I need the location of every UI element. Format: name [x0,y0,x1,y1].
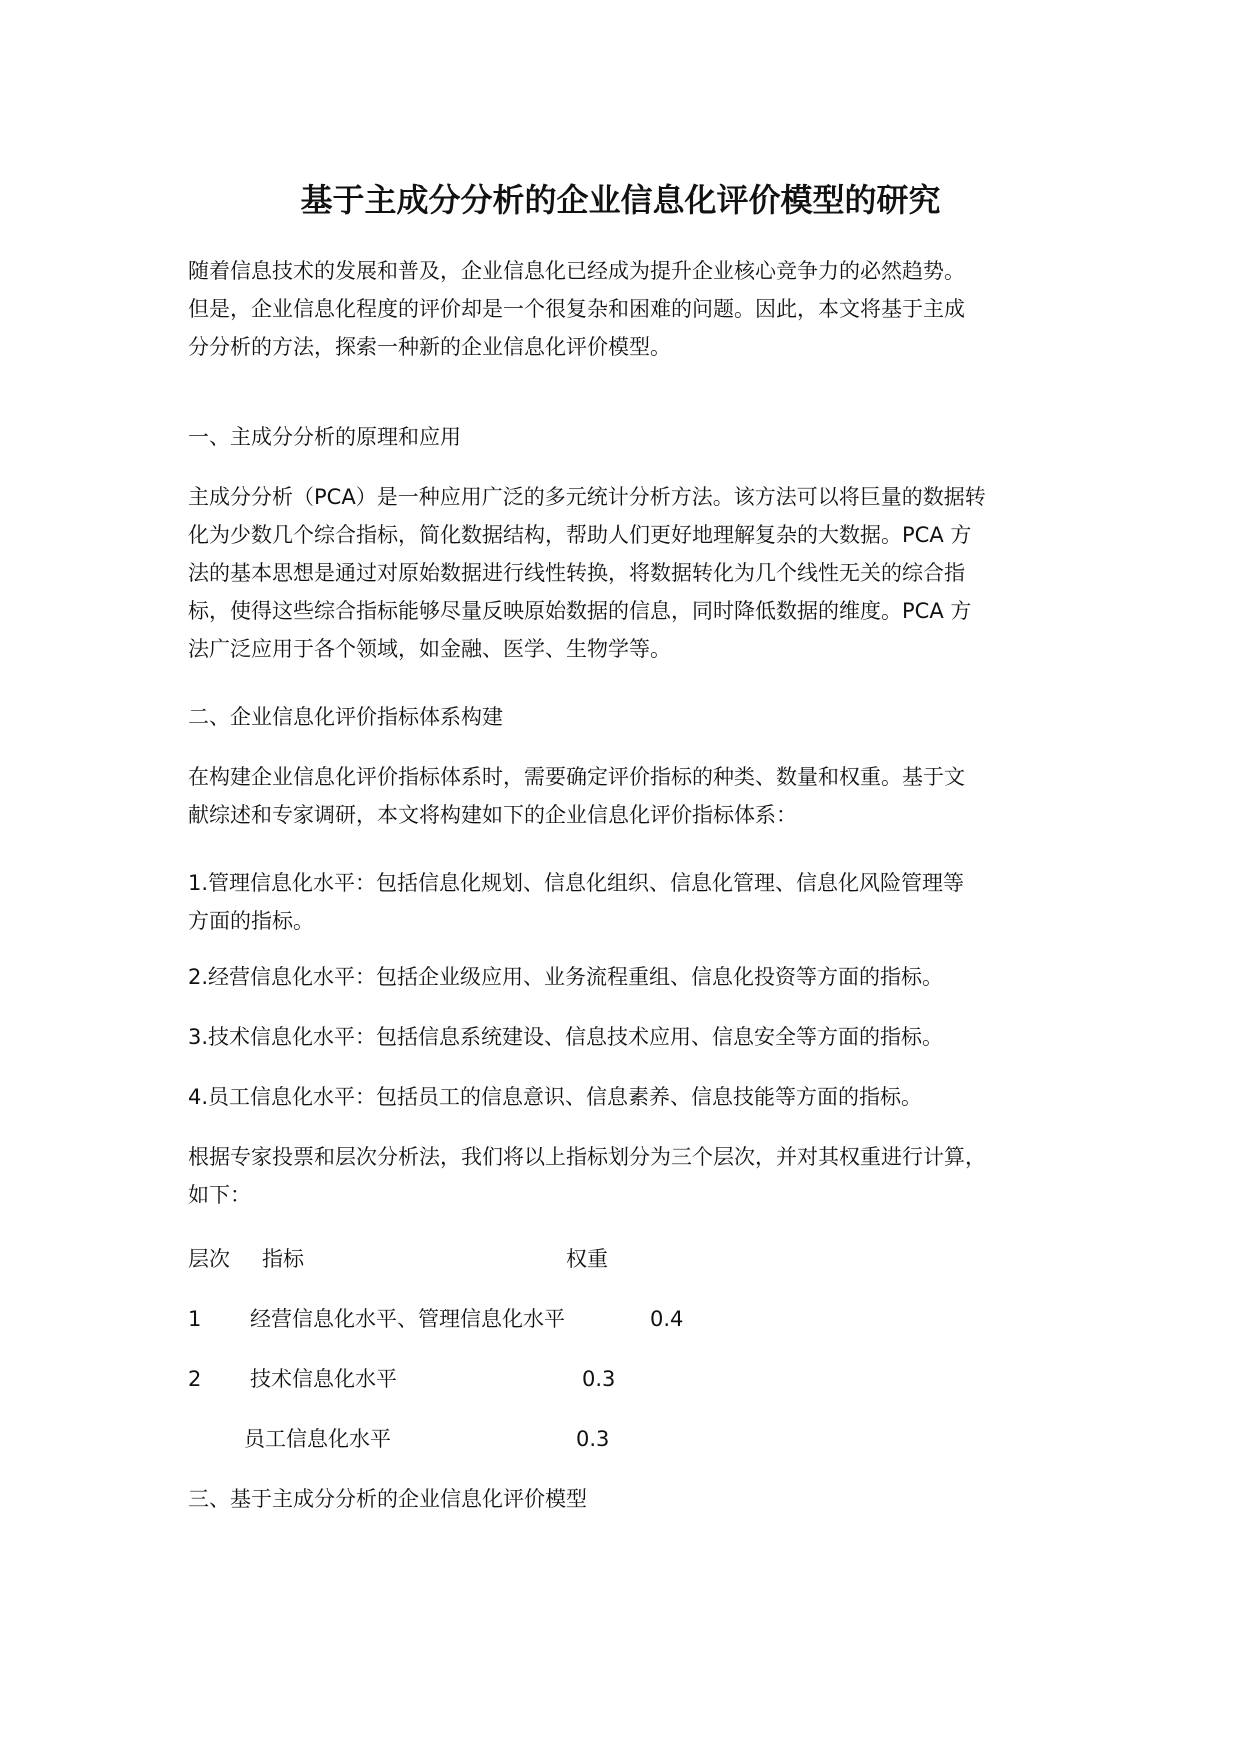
weights-intro-line-1: 根据专家投票和层次分析法，我们将以上指标划分为三个层次，并对其权重进行计算， [188,1145,986,1169]
table-row-1-indicator: 经营信息化水平、管理信息化水平 [250,1307,565,1331]
list-item-3-text: 3.技术信息化水平：包括信息系统建设、信息技术应用、信息安全等方面的指标。 [188,1025,944,1049]
table-row-1-weight: 0.4 [650,1307,684,1331]
table-row-2-weight: 0.3 [582,1367,616,1391]
list-item-1 [188,864,1088,940]
section1-line-3: 法的基本思想是通过对原始数据进行线性转换，将数据转化为几个线性无关的综合指 [188,561,965,585]
section1-heading-text: 一、主成分分析的原理和应用 [188,425,461,449]
weights-intro-paragraph [188,1138,1088,1214]
section3-heading-text: 三、基于主成分分析的企业信息化评价模型 [188,1487,587,1511]
intro-line-3: 分分析的方法，探索一种新的企业信息化评价模型。 [188,335,671,359]
list-item-1-line-1: 1.管理信息化水平：包括信息化规划、信息化组织、信息化管理、信息化风险管理等 [188,871,965,895]
table-row-2-indicator: 技术信息化水平 [250,1367,397,1391]
list-item-1-line-2: 方面的指标。 [188,909,314,933]
list-item-4-text: 4.员工信息化水平：包括员工的信息意识、信息素养、信息技能等方面的指标。 [188,1085,923,1109]
section1-line-1: 主成分分析（PCA）是一种应用广泛的多元统计分析方法。该方法可以将巨量的数据转 [188,485,986,509]
section1-paragraph [188,478,1088,668]
section2-line-2: 献综述和专家调研，本文将构建如下的企业信息化评价指标体系： [188,803,797,827]
intro-line-2: 但是，企业信息化程度的评价却是一个很复杂和困难的问题。因此，本文将基于主成 [188,297,965,321]
weights-intro-line-2: 如下： [188,1183,251,1207]
section1-line-2: 化为少数几个综合指标，简化数据结构，帮助人们更好地理解复杂的大数据。PCA 方 [188,523,972,547]
section1-line-5: 法广泛应用于各个领域，如金融、医学、生物学等。 [188,637,671,661]
table-header-level: 层次 [188,1247,230,1271]
table-row-2-level: 2 [188,1367,202,1391]
table-row-1-level: 1 [188,1307,202,1331]
table-row-3-indicator: 员工信息化水平 [244,1427,391,1451]
list-item-2 [188,958,1088,996]
section2-heading-text: 二、企业信息化评价指标体系构建 [188,705,503,729]
section2-heading [188,698,1088,736]
section1-line-4: 标，使得这些综合指标能够尽量反映原始数据的信息，同时降低数据的维度。PCA 方 [188,599,972,623]
table-header-weight: 权重 [566,1247,608,1271]
intro-line-1: 随着信息技术的发展和普及，企业信息化已经成为提升企业核心竞争力的必然趋势。 [188,259,965,283]
section3-heading [188,1480,1088,1518]
section2-line-1: 在构建企业信息化评价指标体系时，需要确定评价指标的种类、数量和权重。基于文 [188,765,965,789]
section2-paragraph [188,758,1088,834]
table-row-3-weight: 0.3 [576,1427,610,1451]
table-header-indicator: 指标 [262,1247,304,1271]
section1-heading [188,418,1088,456]
list-item-4 [188,1078,1088,1116]
document-title: 基于主成分分析的企业信息化评价模型的研究 [300,181,941,219]
list-item-3 [188,1018,1088,1056]
list-item-2-text: 2.经营信息化水平：包括企业级应用、业务流程重组、信息化投资等方面的指标。 [188,965,944,989]
intro-paragraph [188,252,1088,366]
